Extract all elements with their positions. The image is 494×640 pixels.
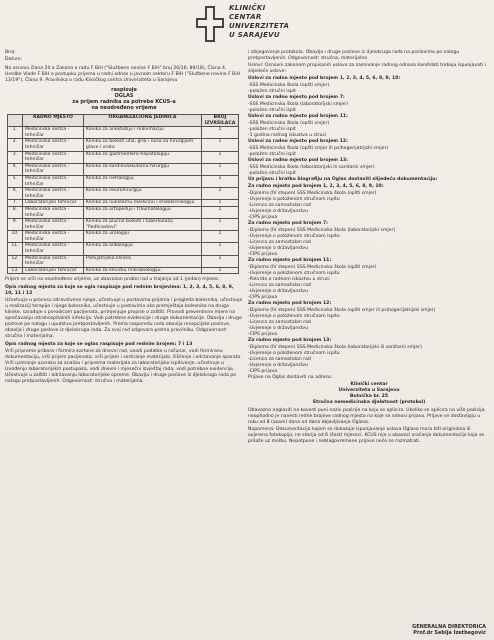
list-item: -Uvjerenje o državljanstvu xyxy=(248,326,309,331)
col-count: BROJ IZVRŠILACA xyxy=(202,115,239,127)
list-item: -Diploma (IV stepen) SSS Medicinska škola (laboratorijski smjer) xyxy=(248,228,396,233)
col-unit: ORGANIZACIONA JEDINICA xyxy=(83,115,201,127)
table-row: 4. Medicinska sestra - tehničar Klinika za kardiovaskularnu hirurgiju 1 xyxy=(8,163,239,175)
trial-period-note: Prijem se vrši na neodređeno vrijeme, uz obavezan probni rad u trajanju od 1 (jedan) mjesec. xyxy=(5,277,220,283)
list-item: -Licenca za samostalan rad xyxy=(248,240,311,245)
list-item: -SSS Medicinska škola (opšti smjer) xyxy=(248,83,330,88)
list-item: -SSS Medicinska škola (opšti smjer ili psihogerijatrijski smjer) xyxy=(248,146,389,151)
conditions-list-4 xyxy=(248,146,490,158)
signature-name: Prof.dr Sebija Izetbegović xyxy=(413,630,486,636)
list-item: -Diploma (IV stepen) SSS Medicinska škola (opšti smjer ili psihogerijatrijski smjer) xyxy=(248,308,436,313)
list-item: -Uvjerenje o položenom stručnom ispitu xyxy=(248,271,340,276)
documents-title-2: Za radno mjesto pod brojem 7: xyxy=(248,221,329,226)
send-to-address: Prijave na Oglas dostaviti na adresu: xyxy=(248,375,333,380)
list-item: -Licenca za samostalan rad xyxy=(248,203,311,208)
list-item: -Uvjerenje o položenom stručnom ispitu xyxy=(248,234,340,239)
kcus-logo-icon xyxy=(195,4,225,44)
table-row: 7. Laboratorijski tehničar Klinika za nuklearnu medicinu i endokrinologiju 1 xyxy=(8,200,239,207)
table-row: 12. Medicinska sestra - tehničar Psihijatrijska klinika 1 xyxy=(8,255,239,267)
table-row: 11. Medicinska sestra - tehničar Klinika za onkologiju 1 xyxy=(8,243,239,255)
legal-intro: Na osnovu člana 20 a Zakona o radu F BiH ("Službene novine F BiH" broj 26/16; 89/18), Člana 4. Uredbe Vlade F BiH o postupku prijema u radni odnos u javnom sektoru F BiH ("Službene novine F BiH 13/19"), Člana 9. Pravilnika o radu Kliničkog centra Univerziteta u Sarajevu xyxy=(5,66,241,83)
table-row: 1. Medicinska sestra - tehničar Klinika za anesteziju i reanimaciju 1 xyxy=(8,127,239,139)
documents-list-1 xyxy=(248,191,490,221)
list-item: -Diploma (IV stepen) SSS Medicinska škola (opšti smjer) xyxy=(248,191,377,196)
address-line-4: Stručna nemedicinska djelatnost (protokol) xyxy=(312,400,426,405)
table-row: 9. Medicinska sestra - tehničar Klinika za plućne bolesti i tuberkulozu "Podhrastovi" 1 xyxy=(8,219,239,231)
documents-title: Uz prijavu i kratku biografiju na Oglas dostaviti slijedeću dokumentaciju: xyxy=(248,177,438,182)
list-item: -položen stručni ispit xyxy=(248,127,296,132)
conditions-list-1 xyxy=(248,83,490,95)
conditions-title-5: Uslovi za radno mjesto pod brojem 13: xyxy=(248,158,348,163)
list-item: -položen stručni ispit xyxy=(248,171,296,176)
oglas-subtitle: za prijem radnika za potrebe KCUS-a xyxy=(72,99,176,105)
list-item: -Potvrda o radnom iskustvu u struci xyxy=(248,277,330,282)
kcus-logo-header xyxy=(195,2,335,52)
documents-list-4 xyxy=(248,308,490,338)
documents-title-3: Za radno mjesto pod brojem 11: xyxy=(248,258,332,263)
table-row: 3. Medicinska sestra - tehničar Klinika za gastroentero-hepatologiju 1 xyxy=(8,151,239,163)
list-item: -Diploma (IV stepen) SSS Medicinska škola (opšti smjer) xyxy=(248,265,377,270)
job-description-2: Vrši pripreme pribora i formira kartone za dnevni rad, uvodi podatke u računar, vodi formiranu dokumentaciju, vrši prijem pacijenata, vrši prijem i sortiranje materijala, čišćenje i održavanje aparata. Vrši uzimanje uzoraka za analizu i priprema materijala za laboratorijsko ispitivanje, učestvuje u izvođenju laboratorijskih postupaka, vodi dnevni i mjesečni izvještaj rada, vodi potrebne evidencije. Učestvuje u zaštiti i održavanju laboratorijske opreme. Obavlja i druge poslove iz djelokruga rada po nalogu pretpostavljenih. Odgovornost: stručna i materijalna. xyxy=(5,349,242,385)
address-line-2: Univerziteta u Sarajevu xyxy=(338,388,400,393)
list-item: -Uvjerenje o položenom stručnom ispitu xyxy=(248,351,340,356)
documents-list-3 xyxy=(248,265,490,301)
table-row: 6. Medicinska sestra - tehničar Klinika za neurohirurgiju 2 xyxy=(8,188,239,200)
col-position: RADNO MJESTO xyxy=(23,115,84,127)
table-row: 13. Laboratorijski tehničar Klinika za kliničku mikrobiologiju 1 xyxy=(8,267,239,274)
list-item: -CIPS prijava xyxy=(248,252,278,257)
list-item: -CIPS prijava xyxy=(248,369,278,374)
list-item: -Uvjerenje o položenom stručnom ispitu xyxy=(248,197,340,202)
list-item: -CIPS prijava xyxy=(248,215,278,220)
conditions-list-2 xyxy=(248,102,490,114)
documents-title-4: Za radno mjesto pod brojem 12: xyxy=(248,301,332,306)
table-row: 5. Medicinska sestra - tehničar Klinika za nefrologiju 1 xyxy=(8,175,239,187)
conditions-list-5 xyxy=(248,165,490,177)
list-item: -SSS Medicinska škola (opšti smjer) xyxy=(248,121,330,126)
documents-note: Napomena: Dokumentacija kojom se dokazuje ispunjavanje uslova Oglasa mora biti originalna ili ovjerena fotokopija, ne starija od 6 (šest) mjeseci. KCUS nije u obavezi vraćanja dokumentacije koja se prilaže uz molbu. Nepotpune i neblagovremene prijave neće se razmatrati. xyxy=(248,427,485,444)
job-description-1: Učestvuje u procesu zdravstvene njege, učestvuje u postavima prijema i pregleda bolesnika, učestvuje u realizaciji terapije i njege bolesnika, učestvuje u postavima oko premještaja bolesnika na druga klinike, sarađuje s porodicom pacijenata, primjenjuje propise o zaštiti. Provodi preventivne mjere na sprečavanju intrahospitalnih infekcija. Vodi potrebne evidencije i druge dokumentacije. Obavlja i druge poslove po nalogu i uputstvu pretpostavljenih. Prema rasporedu rada obavlja recepcijske poslove, obavlja i druge poslove iz djelokruga rada. Za svoj rad odgovara prema pravilniku. Odgovornost: stručna i materijalna. xyxy=(5,298,243,340)
job-description-title-1: Opis radnog mjesta za koje se ogla raspisuje pod rednim brojevima: 1, 2, 3, 4, 5, 6, 8, 9, 10, 11 i 12 xyxy=(5,285,234,297)
list-item: -Uvjerenje o državljanstvu xyxy=(248,289,309,294)
left-column xyxy=(5,50,243,386)
documents-list-5 xyxy=(248,345,490,375)
conditions-title-2: Uslovi za radno mjesto pod brojem 7: xyxy=(248,95,345,100)
table-row: 8. Medicinska sestra - tehničar Klinika za ortopediju i traumatologiju 1 xyxy=(8,206,239,218)
envelope-note: Obavezno naglasiti na koverti puni naziv pozicije na koju se aplicira. Ukoliko se aplicira na više pozicija, neophodno je navesti redne brojeve radnog mjesta na koje se odnosi prijava. Prijave se dostavljaju u roku od 8 (osam) dana od dana objavljivanja Oglasa. xyxy=(248,408,486,425)
conditions-intro: Uslovi: Osnovni zakonom propisanih uslova za zasnivanje radnog odnosa kandidati trebaju ispunjavati i slijedeće uslove: xyxy=(248,63,486,74)
signature-title: GENERALNA DIREKTORICA xyxy=(412,624,486,630)
list-item: -SSS Medicinska škola (laboratorijski ili sanitarni smjer) xyxy=(248,165,375,170)
list-item: -CIPS prijava xyxy=(248,332,278,337)
list-item: -Uvjerenje o državljanstvu xyxy=(248,246,309,251)
documents-title-5: Za radno mjesto pod brojem 13: xyxy=(248,338,332,343)
list-item: -SSS Medicinska škola (laboratorijski smjer) xyxy=(248,102,348,107)
table-row: 2. Medicinska sestra - tehničar Klinika za bolesti uha, grla i nosa sa hirurgijom glave i vrata 1 xyxy=(8,139,239,151)
list-item: -Diploma (IV stepen) SSS Medicinska škola (laboratorijski ili sanitarni smjer) xyxy=(248,345,422,350)
conditions-title-3: Uslovi za radno mjesto pod brojem 11: xyxy=(248,114,348,119)
ref-date: Datum: xyxy=(5,57,23,62)
kcus-logo-text: KLINIČKI CENTAR UNIVERZITETA U SARAJEVU xyxy=(229,4,290,39)
list-item: -Uvjerenje o državljanstvu xyxy=(248,363,309,368)
oglas-term: na neodređeno vrijeme xyxy=(91,105,157,111)
list-item: -Licenca za samostalan rad xyxy=(248,320,311,325)
oglas-title: OGLAS xyxy=(114,93,134,99)
right-top-text: i izbjegavanje protokola. Obavlja i druge poslove iz djelokruga rada na poslovima po nalogu pretpostavljenih. Odgovornost: stručna, materijalna xyxy=(248,50,460,61)
right-column xyxy=(248,50,490,446)
address-line-3: Bolnička br. 25 xyxy=(349,394,389,399)
list-item: -Licenca za samostalan rad xyxy=(248,357,311,362)
raspisuje: raspisuje xyxy=(111,87,137,93)
table-row: 10. Medicinska sestra - tehničar Klinika za urologiju 1 xyxy=(8,231,239,243)
ref-number: Broj: xyxy=(5,50,16,55)
list-item: -položen stručni ispit xyxy=(248,108,296,113)
signature-block xyxy=(412,624,486,636)
address-line-1: Klinički centar xyxy=(350,382,388,387)
documents-title-1: Za radno mjesto pod brojem 1, 2, 3, 4, 5, 6, 8, 9, 10: xyxy=(248,184,384,189)
col-number xyxy=(8,115,23,127)
list-item: -položen stručni ispit xyxy=(248,152,296,157)
positions-table xyxy=(7,114,239,274)
conditions-title-1: Uslovi za radno mjesto pod brojem 1, 2, 3, 4, 5, 6, 8, 9, 10: xyxy=(248,76,401,81)
list-item: -1 godina radnog iskustva u struci xyxy=(248,133,327,138)
table-header-row xyxy=(8,115,239,127)
list-item: -Uvjerenje o položenom stručnom ispitu xyxy=(248,314,340,319)
documents-list-2 xyxy=(248,228,490,258)
list-item: -CIPS prijava xyxy=(248,295,278,300)
list-item: -Licenca za samostalan rad xyxy=(248,283,311,288)
list-item: -položen stručni ispit xyxy=(248,89,296,94)
conditions-title-4: Uslovi za radno mjesto pod brojem 12: xyxy=(248,139,348,144)
conditions-list-3 xyxy=(248,121,490,139)
job-description-title-2: Opis radnog mjesta za koje se oglas raspisuje pod rednim brojem: 7 i 13 xyxy=(5,342,193,348)
list-item: -Uvjerenje o državljanstvu xyxy=(248,209,309,214)
